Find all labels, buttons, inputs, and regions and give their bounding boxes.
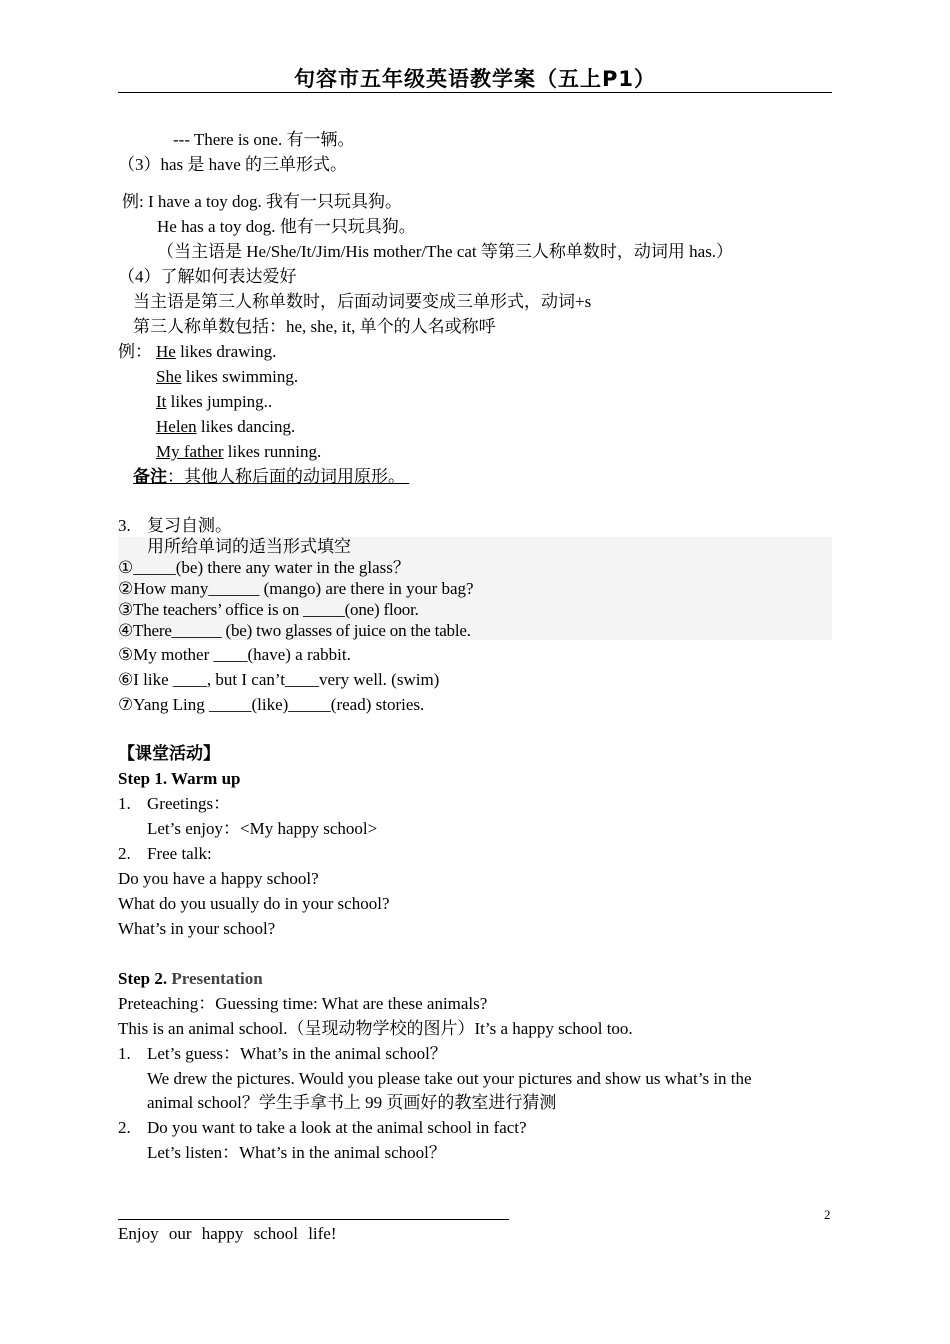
- example-subject: Helen: [156, 417, 197, 436]
- step2-item2-sub: Let’s listen：What’s in the animal school？: [147, 1143, 446, 1162]
- example-rest: likes running.: [223, 442, 322, 461]
- remark-label: 备注: [133, 467, 167, 486]
- free-talk-question: What do you usually do in your school?: [118, 894, 390, 913]
- animal-school-intro: This is an animal school.（呈现动物学校的图片）It’s a happy school too.: [118, 1019, 633, 1038]
- examples-prefix: 例：: [118, 342, 152, 361]
- example-has: He has a toy dog. 他有一只玩具狗。: [157, 217, 416, 236]
- exercise-item: ②How many______ (mango) are there in your bag?: [118, 579, 474, 598]
- step2-item1-number: 1.: [118, 1044, 131, 1063]
- hobby-example: [156, 442, 321, 462]
- example-rest: likes drawing.: [175, 342, 277, 361]
- step2-title-prefix: Step 2.: [118, 969, 172, 988]
- example-rest: likes jumping..: [166, 392, 273, 411]
- example-rest: likes swimming.: [181, 367, 299, 386]
- free-talk-question: What’s in your school?: [118, 919, 276, 938]
- hobby-example: [156, 367, 298, 387]
- example-subject: My father: [156, 442, 224, 461]
- example-subject: She: [156, 367, 182, 386]
- rule-third-person-includes: 第三人称单数包括：he, she, it, 单个的人名或称呼: [133, 317, 496, 336]
- exercise-item: ③The teachers’ office is on _____(one) floor.: [118, 600, 419, 619]
- preteaching: Preteaching：Guessing time: What are these animals?: [118, 994, 488, 1013]
- header-rule: [118, 92, 832, 93]
- step1-title: Step 1. Warm up: [118, 769, 241, 788]
- hobby-example: [156, 342, 276, 362]
- example-subject: It: [156, 392, 167, 411]
- exercise-item: ①_____(be) there any water in the glass？: [118, 558, 410, 577]
- review-number: 3.: [118, 516, 131, 535]
- hobby-example: [156, 417, 295, 437]
- example-have: 例: I have a toy dog. 我有一只玩具狗。: [122, 192, 402, 211]
- third-person-note: （当主语是 He/She/It/Jim/His mother/The cat 等第三人称单数时，动词用 has.）: [157, 242, 734, 261]
- step1-item1-number: 1.: [118, 794, 131, 813]
- answer-line: --- There is one. 有一辆。: [173, 130, 355, 149]
- exercise-item: ⑥I like ____, but I can’t____very well. (swim): [118, 670, 440, 689]
- free-talk-question: Do you have a happy school?: [118, 869, 319, 888]
- step1-item2-number: 2.: [118, 844, 131, 863]
- remark: [133, 467, 409, 487]
- step1-item1: Greetings：: [147, 794, 231, 813]
- example-rest: likes dancing.: [196, 417, 296, 436]
- exercise-item: ④There______ (be) two glasses of juice on the table.: [118, 621, 471, 640]
- page-number: 2: [824, 1207, 831, 1222]
- step1-item2: Free talk:: [147, 844, 212, 863]
- review-instruction: 用所给单词的适当形式填空: [147, 537, 351, 556]
- step2-item1-detail: animal school？学生手拿书上 99 页画好的教室进行猜测: [147, 1093, 557, 1112]
- footer-rule: [118, 1219, 509, 1220]
- step1-item1-sub: Let’s enjoy：<My happy school>: [147, 819, 378, 838]
- step2-item1: Let’s guess：What’s in the animal school？: [147, 1044, 447, 1063]
- step2-title-word: Presentation: [171, 969, 263, 988]
- step2-item1-detail: We drew the pictures. Would you please take out your pictures and show us what’s in the: [147, 1069, 752, 1088]
- remark-text: ：其他人称后面的动词用原形。: [167, 467, 405, 486]
- step2-item2-number: 2.: [118, 1118, 131, 1137]
- footer-slogan: Enjoy our happy school life!: [118, 1224, 337, 1243]
- step2-item2: Do you want to take a look at the animal school in fact?: [147, 1118, 527, 1137]
- exercise-item: ⑦Yang Ling _____(like)_____(read) stories.: [118, 695, 425, 714]
- rule-third-person: 当主语是第三人称单数时，后面动词要变成三单形式，动词+s: [133, 292, 592, 311]
- step2-title: [118, 969, 263, 989]
- exercise-item: ⑤My mother ____(have) a rabbit.: [118, 645, 351, 664]
- hobby-example: [156, 392, 272, 412]
- review-title: 复习自测。: [147, 516, 232, 535]
- example-subject: He: [156, 342, 176, 361]
- activity-heading: 【课堂活动】: [118, 744, 220, 763]
- page-title: 句容市五年级英语教学案（五上P1）: [293, 67, 656, 91]
- grammar-item-4-title: （4）了解如何表达爱好: [118, 267, 297, 286]
- grammar-item-3-title: （3）has 是 have 的三单形式。: [118, 155, 348, 174]
